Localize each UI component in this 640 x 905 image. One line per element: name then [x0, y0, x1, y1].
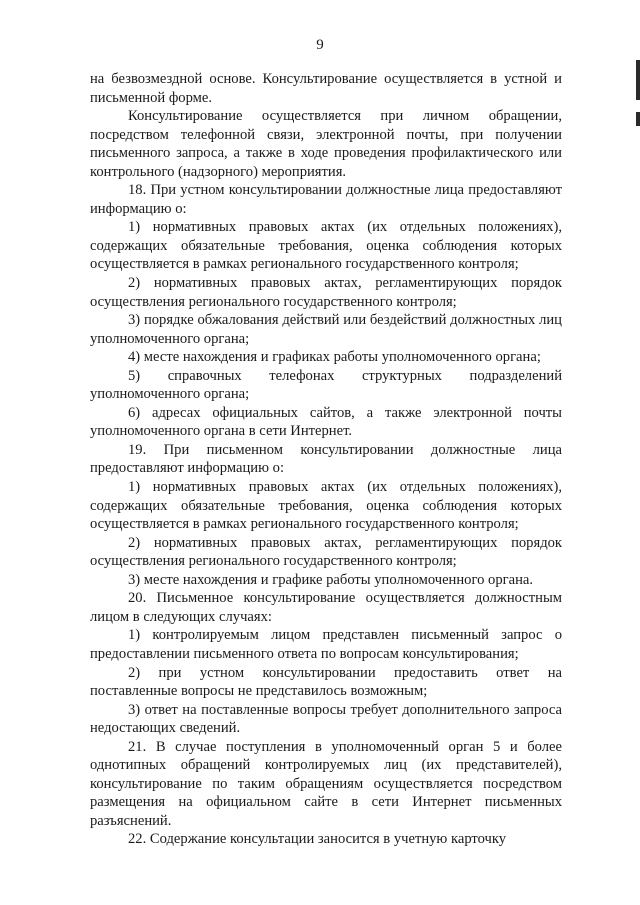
paragraph-19-intro: 19. При письменном консультировании должностные лица предоставляют информацию о:: [90, 441, 562, 477]
paragraph-18-item-1: 1) нормативных правовых актах (их отдельных положениях), содержащих обязательные требования, оценка соблюдения которых осуществляется в рамках регионального государственного контроля;: [90, 219, 562, 273]
paragraph-19-item-3: 3) месте нахождения и графике работы уполномоченного органа.: [128, 571, 534, 588]
document-body: [90, 70, 562, 849]
paragraph-20-item-1: 1) контролируемым лицом представлен письменный запрос о предоставлении письменного ответа по вопросам консультирования;: [90, 627, 562, 662]
paragraph-20-item-2: 2) при устном консультировании предоставить ответ на поставленные вопросы не представилось возможным;: [90, 664, 562, 700]
paragraph-21: 21. В случае поступления в уполномоченный орган 5 и более однотипных обращений контролируемых лиц (их представителей), консультирование по таким обращениям осуществляется посредством размещения на официальном сайте в сети Интернет письменных разъяснений.: [90, 738, 562, 829]
paragraph-consulting-methods: Консультирование осуществляется при личном обращении, посредством телефонной связи, электронной почты, при получении письменного запроса, а также в ходе проведения профилактического или контрольного (надзорного) мероприятия.: [90, 108, 562, 180]
paragraph-18-item-6: 6) адресах официальных сайтов, а также электронной почты уполномоченного органа в сети Интернет.: [90, 404, 562, 440]
scan-edge-mark: [636, 112, 640, 126]
scan-edge-mark: [636, 60, 640, 100]
paragraph-18-intro: 18. При устном консультировании должностные лица предоставляют информацию о:: [90, 182, 562, 217]
paragraph-20-item-3: 3) ответ на поставленные вопросы требует дополнительного запроса недостающих сведений.: [90, 701, 562, 737]
paragraph-20-intro: 20. Письменное консультирование осуществляется должностным лицом в следующих случаях:: [90, 590, 562, 625]
paragraph-18-item-3: 3) порядке обжалования действий или бездействий должностных лиц уполномоченного органа;: [90, 312, 562, 347]
paragraph-22: 22. Содержание консультации заносится в учетную карточку: [128, 831, 507, 848]
paragraph-18-item-2: 2) нормативных правовых актах, регламентирующих порядок осуществления регионального государственного контроля;: [90, 275, 562, 310]
paragraph-19-item-1: 1) нормативных правовых актах (их отдельных положениях), содержащих обязательные требования, оценка соблюдения которых осуществляется в рамках регионального государственного контроля;: [90, 479, 562, 533]
paragraph-18-item-4: 4) месте нахождения и графиках работы уполномоченного органа;: [128, 349, 541, 366]
page-number: 9: [316, 37, 324, 53]
paragraph-19-item-2: 2) нормативных правовых актах, регламентирующих порядок осуществления регионального государственного контроля;: [90, 534, 562, 570]
paragraph-continuation: на безвозмездной основе. Консультирование осуществляется в устной и письменной форме.: [90, 71, 562, 106]
paragraph-18-item-5: 5) справочных телефонах структурных подразделений уполномоченного органа;: [90, 367, 562, 403]
